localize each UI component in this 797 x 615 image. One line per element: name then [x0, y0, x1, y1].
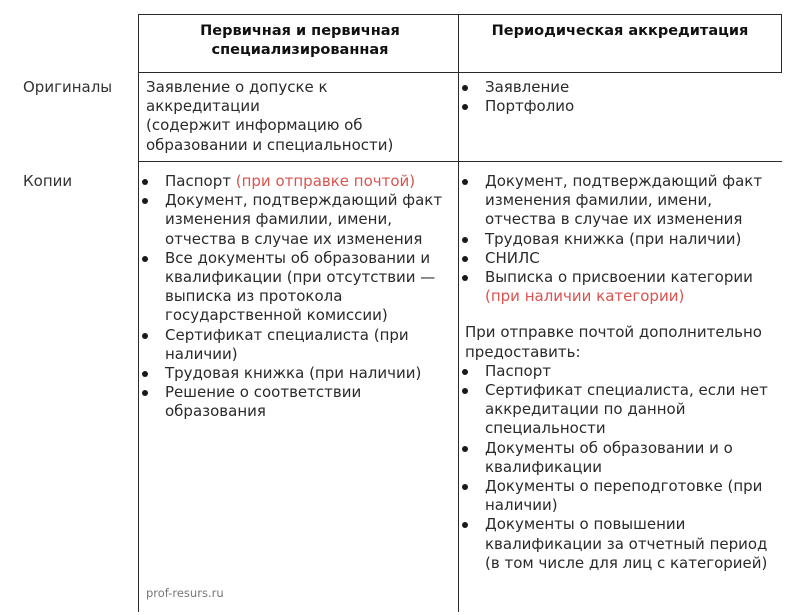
list-item: Трудовая книжка (при наличии)	[140, 364, 452, 383]
list-item: Документ, подтверждающий факт изменения фамилии, имени, отчества в случае их изменения	[460, 172, 778, 230]
header-primary: Первичная и первичная специализированная	[200, 23, 400, 58]
list-item: Трудовая книжка (при наличии)	[460, 230, 778, 249]
list-item: Портфолио	[460, 97, 778, 116]
list-item: Все документы об образовании и квалификации (при отсутствии — выписка из протокола государственной комиссии)	[140, 249, 452, 326]
copies-primary-cell	[140, 172, 452, 422]
copies-periodic-list	[460, 172, 778, 306]
list-item: Документы о повышении квалификации за отчетный период (в том числе для лиц с категорией)	[460, 515, 778, 573]
category-note-red: (при наличии категории)	[485, 287, 685, 306]
category-text: Выписка о присвоении категории	[485, 268, 753, 287]
list-item: Документы об образовании и о квалификации	[460, 439, 778, 477]
row-divider	[138, 161, 782, 162]
table-right-border	[781, 14, 782, 72]
originals-periodic-list	[460, 78, 778, 116]
list-item	[140, 172, 452, 191]
list-item: Паспорт	[460, 362, 778, 381]
application-text: Заявление о допуске к аккредитации	[146, 78, 328, 116]
list-item: Заявление	[460, 78, 778, 97]
copies-periodic-cell	[460, 172, 778, 573]
header-bottom-border	[138, 72, 782, 73]
passport-text: Паспорт	[165, 172, 231, 190]
table-left-border	[138, 14, 139, 612]
table-top-border	[138, 14, 782, 15]
row-label-originals: Оригиналы	[23, 78, 113, 96]
originals-primary-cell	[146, 78, 446, 155]
mail-items-list	[460, 362, 778, 573]
application-note: (содержит информацию об образовании и специальности)	[146, 116, 394, 154]
row-label-copies: Копии	[23, 172, 73, 190]
mail-note-red: (при отправке почтой)	[235, 172, 416, 190]
list-item: Сертификат специалиста (при наличии)	[140, 326, 452, 364]
column-divider	[458, 14, 459, 612]
copies-primary-list	[140, 172, 452, 422]
list-item: Документы о переподготовке (при наличии)	[460, 477, 778, 515]
list-item: СНИЛС	[460, 249, 778, 268]
watermark: prof-resurs.ru	[146, 586, 224, 600]
list-item: Решение о соответствии образования	[140, 383, 452, 421]
list-item: Документ, подтверждающий факт изменения фамилии, имени, отчества в случае их изменения	[140, 191, 452, 249]
list-item: Сертификат специалиста, если нет аккредитации по данной специальности	[460, 381, 778, 439]
header-periodic: Периодическая аккредитация	[491, 23, 749, 39]
mail-additional-note: При отправке почтой дополнительно предоставить:	[465, 323, 762, 361]
originals-periodic-cell	[460, 78, 778, 116]
list-item	[460, 268, 778, 306]
